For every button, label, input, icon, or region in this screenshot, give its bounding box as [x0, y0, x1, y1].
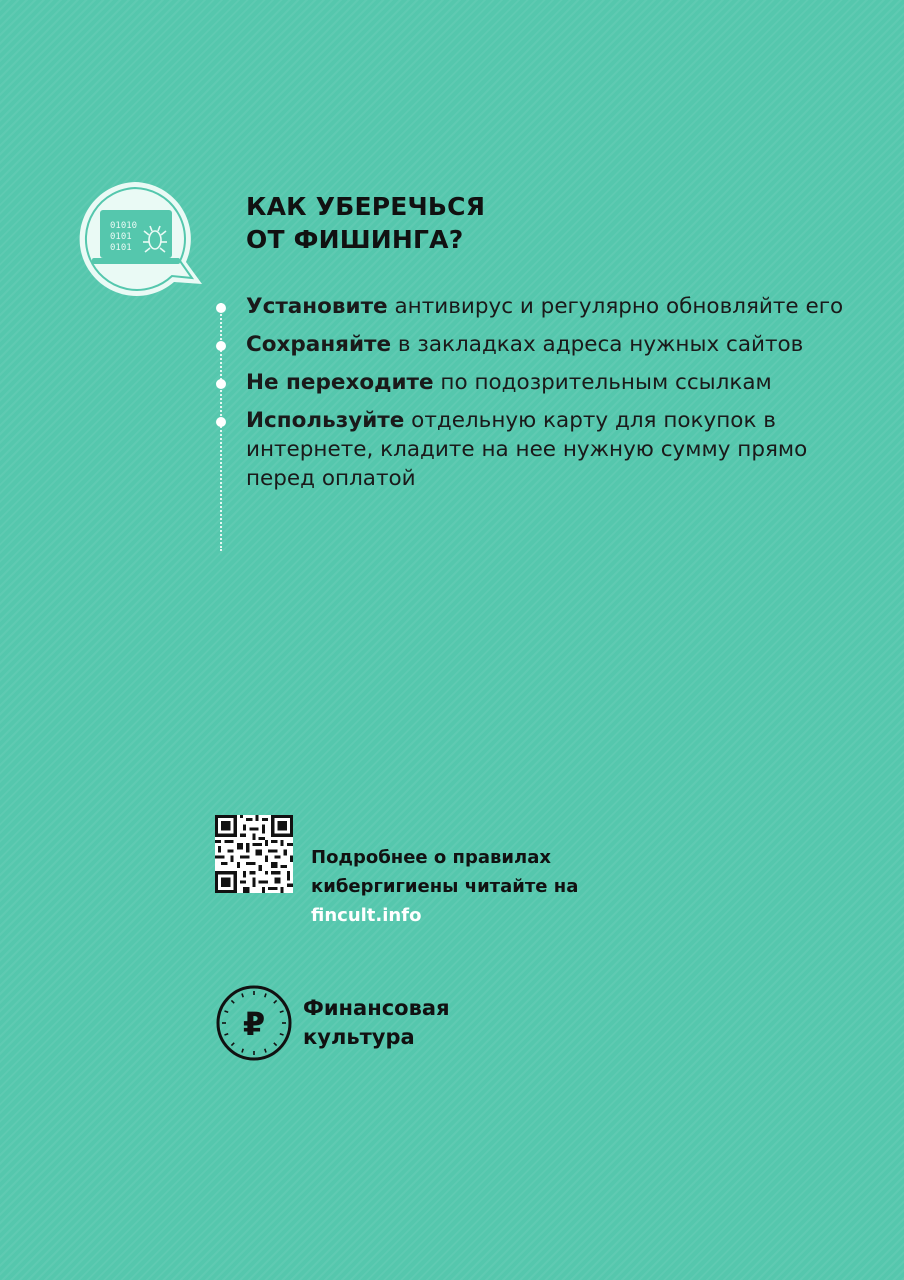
- more-info-text: [311, 843, 578, 930]
- more-info-line: [311, 872, 578, 930]
- code-line: 0101: [110, 232, 132, 242]
- bullet-dot: [216, 417, 226, 427]
- page-title: [246, 190, 485, 256]
- list-item: [246, 406, 866, 493]
- more-info-line: Подробнее о правилах: [311, 847, 551, 868]
- tip-text: в закладках адреса нужных сайтов: [391, 332, 804, 357]
- brand-line: культура: [303, 1025, 415, 1049]
- brand-line: Финансовая: [303, 996, 450, 1020]
- brand-name: [303, 994, 450, 1052]
- list-item: [246, 330, 866, 359]
- bullet-dot: [216, 341, 226, 351]
- title-line: ОТ ФИШИНГА?: [246, 225, 464, 254]
- tip-emphasis: Используйте: [246, 408, 405, 433]
- more-info-prefix: кибергигиены читайте на: [311, 876, 579, 897]
- tip-emphasis: Установите: [246, 294, 388, 319]
- tip-text: отдельную карту для покупок в интернете, кладите на нее нужную сумму прямо перед оплатой: [246, 408, 808, 491]
- list-item: [246, 292, 866, 321]
- laptop-bug-icon: [74, 180, 208, 298]
- code-line: 0101: [110, 243, 132, 253]
- code-line: 01010: [110, 221, 138, 231]
- title-line: КАК УБЕРЕЧЬСЯ: [246, 192, 486, 221]
- tip-emphasis: Сохраняйте: [246, 332, 392, 357]
- ruble-clock-logo: [213, 982, 295, 1064]
- tip-text: по подозрительным ссылкам: [433, 370, 772, 395]
- ruble-symbol: ₽: [242, 1005, 266, 1043]
- qr-code[interactable]: [215, 815, 293, 893]
- tip-emphasis: Не переходите: [246, 370, 434, 395]
- bullet-dot: [216, 379, 226, 389]
- bullet-dot: [216, 303, 226, 313]
- list-item: [246, 368, 866, 397]
- tip-text: антивирус и регулярно обновляйте его: [387, 294, 844, 319]
- fincult-link[interactable]: fincult.info: [311, 905, 422, 926]
- tips-list: [246, 292, 866, 502]
